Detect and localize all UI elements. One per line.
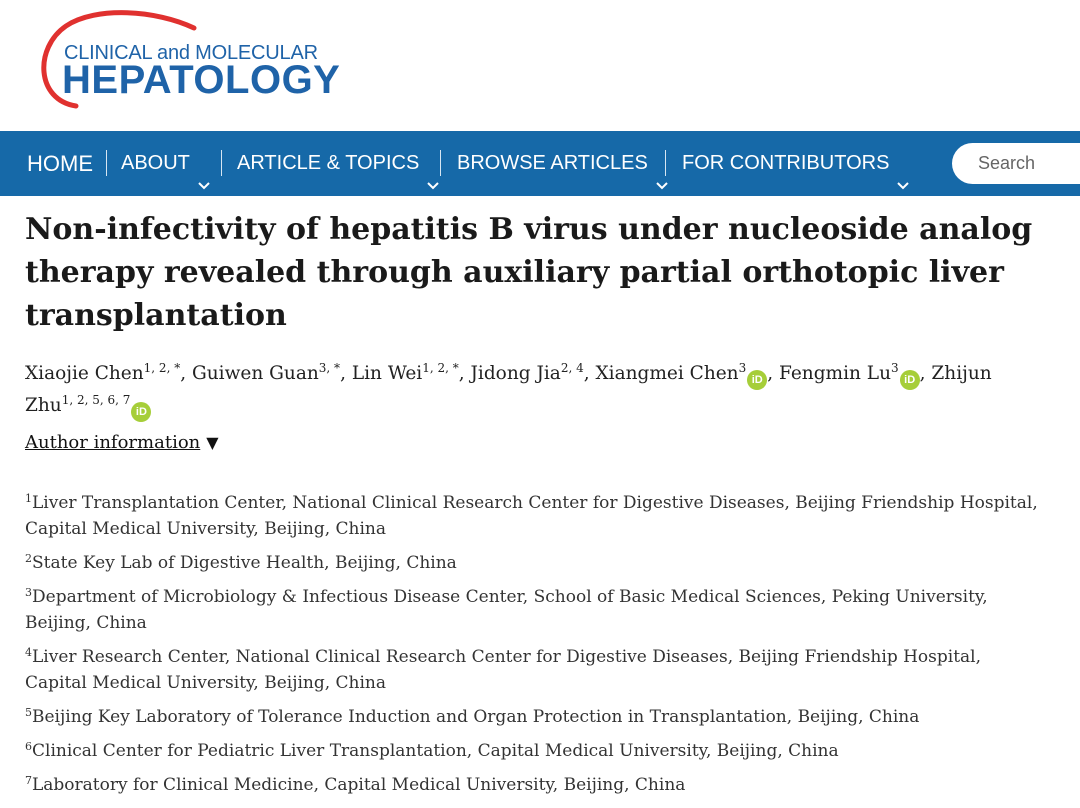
author-name[interactable]: Fengmin Lu	[779, 363, 892, 384]
search-input[interactable]	[952, 143, 1080, 184]
nav-about[interactable]	[121, 131, 211, 196]
affiliation-number: 2	[25, 552, 32, 565]
affiliation-number: 5	[25, 706, 32, 719]
author-affil-sup: 3, *	[318, 361, 341, 375]
affiliation-text: Liver Research Center, National Clinical Research Center for Digestive Diseases, Beijing Friendship Hospital, Capital Medical University, Beijing, China	[25, 647, 982, 693]
affiliation-number: 3	[25, 586, 32, 599]
nav-home[interactable]	[27, 131, 93, 196]
author-affil-sup: 3	[891, 361, 899, 375]
orcid-icon[interactable]: iD	[747, 370, 767, 390]
author-information-toggle[interactable]	[25, 432, 219, 453]
nav-article-topics[interactable]	[237, 131, 440, 196]
logo-line1: CLINICAL and MOLECULAR	[64, 42, 318, 64]
author-name[interactable]: Guiwen Guan	[191, 363, 319, 384]
nav-home-label: HOME	[27, 151, 93, 176]
affiliation-item	[25, 490, 1045, 542]
nav-separator	[221, 150, 222, 176]
affiliation-number: 1	[25, 492, 32, 505]
author-name[interactable]: Xiangmei Chen	[595, 363, 739, 384]
nav-browse-articles[interactable]	[457, 131, 669, 196]
chevron-down-icon	[197, 155, 211, 169]
author-name[interactable]: Zhijun Zhu	[25, 363, 992, 416]
affiliation-item	[25, 550, 1045, 576]
nav-about-label: ABOUT	[121, 152, 190, 174]
affiliation-text: Beijing Key Laboratory of Tolerance Induction and Organ Protection in Transplantation, Beijing, China	[32, 707, 920, 727]
author-affil-sup: 2, 4	[560, 361, 584, 375]
triangle-down-icon: ▼	[206, 433, 219, 452]
affiliation-text: Liver Transplantation Center, National Clinical Research Center for Digestive Diseases, Beijing Friendship Hospital, Capital Medical University, Beijing, China	[25, 493, 1038, 539]
affiliation-item	[25, 644, 1045, 696]
author-information-label: Author information	[25, 432, 201, 453]
author-list: Xiaojie Chen$^{1, 2, *}$, Guiwen Guan$^{3, *}$, Lin Wei$^{1, 2, *}$, Jidong Jia$^{2, 4}$, Xiangmei Chen$^3$iD , Fengmin Lu$^3$iD , Zhijun Zhu$^{1, 2, 5, 6, 7}$iD	[25, 358, 1035, 422]
author-affil-sup: 1, 2, *	[422, 361, 459, 375]
orcid-icon[interactable]: iD	[900, 370, 920, 390]
orcid-icon[interactable]: iD	[131, 402, 151, 422]
affiliation-text: Laboratory for Clinical Medicine, Capital Medical University, Beijing, China	[32, 775, 686, 795]
author-affil-sup: 1, 2, *	[143, 361, 181, 375]
nav-for-contributors-label: FOR CONTRIBUTORS	[682, 152, 890, 174]
author-name[interactable]: Lin Wei	[351, 363, 423, 384]
affiliation-item	[25, 772, 1045, 798]
chevron-down-icon	[655, 155, 669, 169]
author-affil-sup: 1, 2, 5, 6, 7	[61, 393, 131, 407]
nav-separator	[106, 150, 107, 176]
author-name[interactable]: Jidong Jia	[470, 363, 561, 384]
nav-separator	[440, 150, 441, 176]
affiliation-item	[25, 584, 1045, 636]
nav-article-topics-label: ARTICLE & TOPICS	[237, 152, 420, 174]
chevron-down-icon	[426, 155, 440, 169]
journal-logo[interactable]	[36, 8, 341, 112]
article-title: Non-infectivity of hepatitis B virus under nucleoside analog therapy revealed through auxiliary partial orthotopic liver transplantation	[25, 212, 1033, 333]
affiliation-item	[25, 738, 1045, 764]
author-name[interactable]: Xiaojie Chen	[25, 363, 144, 384]
affiliation-number: 4	[25, 646, 32, 659]
affiliation-number: 6	[25, 740, 32, 753]
nav-for-contributors[interactable]	[682, 131, 910, 196]
nav-browse-articles-label: BROWSE ARTICLES	[457, 152, 648, 174]
author-affil-sup: 3	[738, 361, 747, 375]
affiliation-text: Clinical Center for Pediatric Liver Transplantation, Capital Medical University, Beijing, China	[32, 741, 839, 761]
chevron-down-icon	[896, 155, 910, 169]
affiliation-number: 7	[25, 774, 32, 787]
site-header	[0, 0, 1080, 131]
logo-line2: HEPATOLOGY	[62, 58, 341, 102]
nav-separator	[665, 150, 666, 176]
affiliation-item	[25, 704, 1045, 730]
affiliation-text: State Key Lab of Digestive Health, Beijing, China	[32, 553, 457, 573]
affiliation-text: Department of Microbiology & Infectious Disease Center, School of Basic Medical Sciences, Peking University, Beijing, China	[25, 587, 988, 633]
affiliation-list	[25, 490, 1045, 806]
